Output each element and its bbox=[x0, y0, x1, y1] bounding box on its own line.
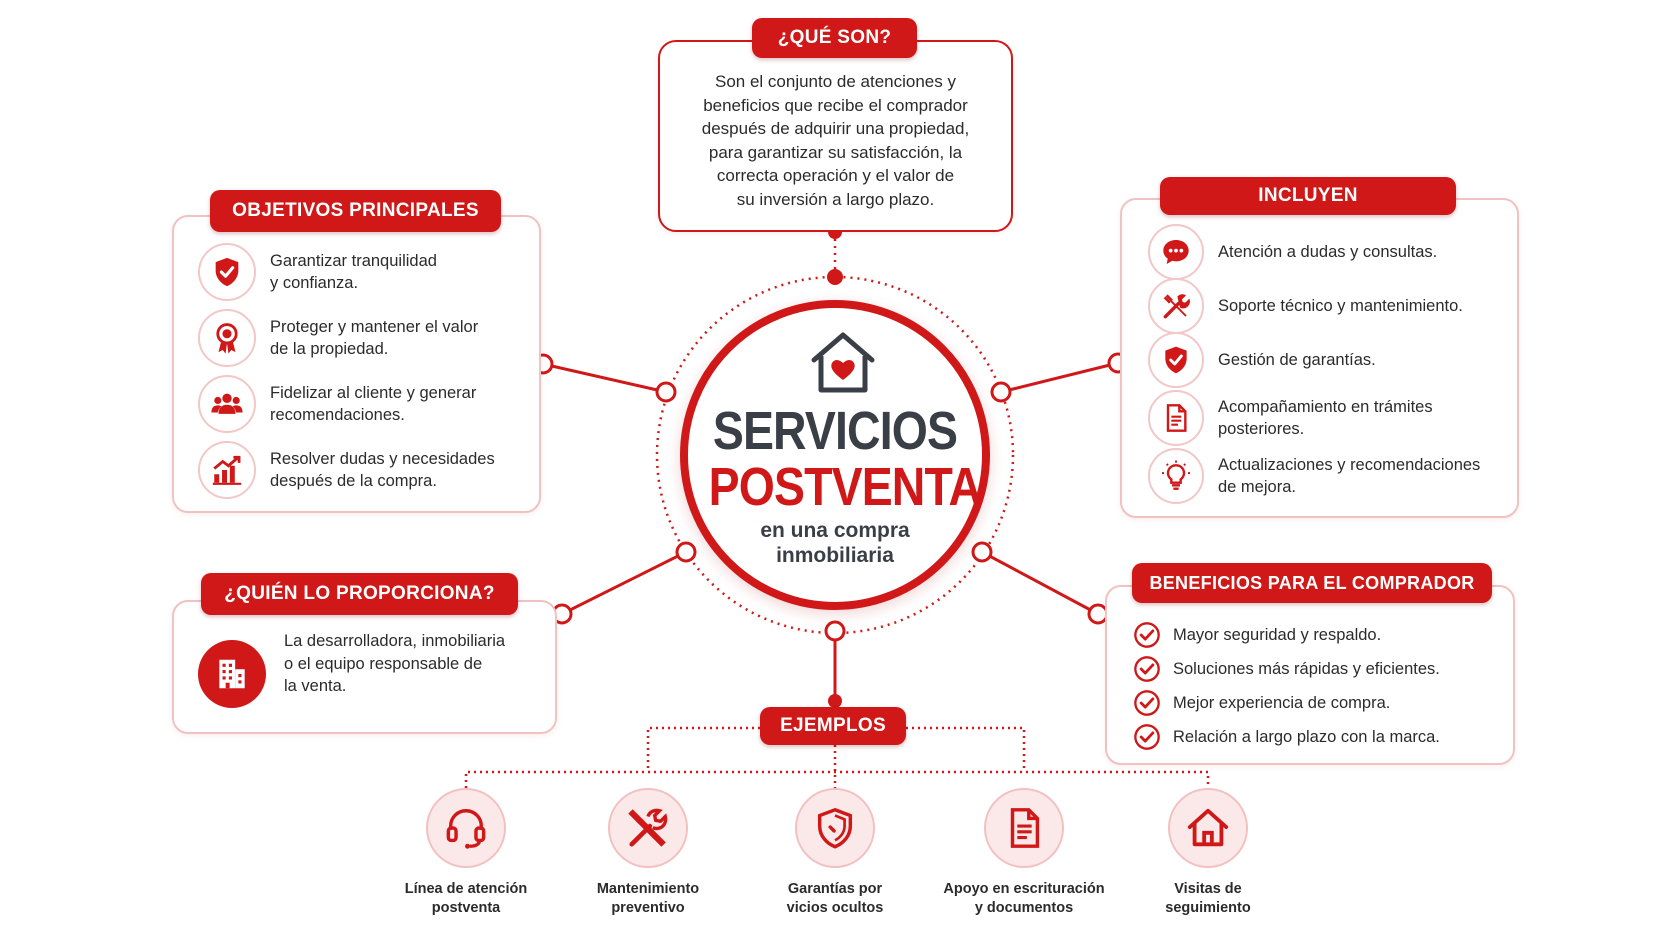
people-group-icon bbox=[198, 375, 256, 433]
que-son-title: ¿QUÉ SON? bbox=[752, 18, 917, 58]
ejemplo-item bbox=[1118, 788, 1298, 918]
center-title-servicios: SERVICIOS bbox=[712, 401, 958, 461]
beneficio-item bbox=[1133, 689, 1390, 717]
connector-right-upper bbox=[1001, 363, 1118, 392]
objetivo-text: recomendaciones. bbox=[270, 406, 405, 424]
que-son-line: beneficios que recibe el comprador bbox=[703, 95, 968, 115]
ejemplo-item bbox=[934, 788, 1114, 918]
headset-icon bbox=[426, 788, 506, 868]
document-icon bbox=[984, 788, 1064, 868]
incluye-item bbox=[1148, 224, 1437, 280]
center-subtitle-line: inmobiliaria bbox=[776, 544, 894, 567]
ejemplo-label: postventa bbox=[431, 900, 501, 916]
chat-bubble-icon bbox=[1148, 224, 1204, 280]
quien-line: La desarrolladora, inmobiliaria bbox=[284, 632, 506, 650]
objetivo-item bbox=[198, 375, 476, 433]
shield-check-icon bbox=[198, 243, 256, 301]
beneficio-item bbox=[1133, 723, 1440, 751]
check-circle-icon bbox=[1133, 621, 1161, 649]
objetivo-text: y confianza. bbox=[270, 274, 359, 292]
objetivos-panel bbox=[172, 215, 541, 513]
growth-chart-icon bbox=[198, 441, 256, 499]
connector-left-upper bbox=[543, 364, 666, 392]
incluyen-title: INCLUYEN bbox=[1160, 177, 1456, 215]
ejemplo-label: Mantenimiento bbox=[596, 881, 700, 897]
objetivo-item bbox=[198, 309, 478, 367]
ejemplo-label: Línea de atención bbox=[404, 881, 528, 897]
lightbulb-icon bbox=[1148, 448, 1204, 504]
que-son-line: después de adquirir una propiedad, bbox=[701, 119, 970, 138]
beneficios-title: BENEFICIOS PARA EL COMPRADOR bbox=[1132, 563, 1492, 603]
objetivo-item bbox=[198, 243, 437, 301]
objetivo-text: Resolver dudas y necesidades bbox=[270, 450, 495, 468]
connector-right-lower bbox=[982, 552, 1098, 614]
quien-title: ¿QUIÉN LO PROPORCIONA? bbox=[201, 573, 518, 615]
center-title-postventa: POSTVENTA bbox=[708, 457, 982, 517]
ejemplo-label: preventivo bbox=[611, 900, 685, 916]
incluyen-panel bbox=[1120, 198, 1519, 518]
building-icon bbox=[198, 640, 266, 708]
incluye-item bbox=[1148, 390, 1433, 446]
node-bottom-2 bbox=[828, 694, 842, 708]
tools-icon bbox=[1148, 278, 1204, 334]
check-circle-icon bbox=[1133, 689, 1161, 717]
ejemplo-label: Garantías por bbox=[787, 881, 883, 897]
que-son-line: Son el conjunto de atenciones y bbox=[714, 72, 956, 91]
house-heart-icon bbox=[808, 330, 878, 394]
wrench-screwdriver-icon bbox=[608, 788, 688, 868]
check-circle-icon bbox=[1133, 723, 1161, 751]
ejemplo-label: Visitas de bbox=[1174, 881, 1242, 897]
ejemplo-label: vicios ocultos bbox=[786, 900, 884, 916]
quien-panel bbox=[172, 600, 557, 734]
beneficio-item bbox=[1133, 655, 1440, 683]
incluye-text: de mejora. bbox=[1218, 478, 1296, 496]
objetivo-text: después de la compra. bbox=[270, 472, 437, 490]
objetivos-title: OBJETIVOS PRINCIPALES bbox=[210, 190, 501, 232]
incluye-item bbox=[1148, 332, 1376, 388]
node-left-upper-inner bbox=[657, 383, 675, 401]
quien-description bbox=[284, 630, 505, 698]
incluye-text: Atención a dudas y consultas. bbox=[1218, 243, 1438, 261]
document-icon bbox=[1148, 390, 1204, 446]
que-son-line: correcta operación y el valor de bbox=[716, 166, 955, 185]
incluye-text: Gestión de garantías. bbox=[1218, 351, 1376, 369]
incluye-text: posteriores. bbox=[1218, 420, 1305, 438]
award-ribbon-icon bbox=[198, 309, 256, 367]
check-circle-icon bbox=[1133, 655, 1161, 683]
quien-line: o el equipo responsable de bbox=[284, 654, 483, 673]
ejemplo-label: seguimiento bbox=[1165, 900, 1251, 916]
que-son-line: su inversión a largo plazo. bbox=[736, 189, 935, 209]
node-top-2 bbox=[827, 269, 843, 285]
objetivo-item bbox=[198, 441, 495, 499]
incluye-text: Acompañamiento en trámites bbox=[1218, 398, 1433, 416]
ejemplos-title: EJEMPLOS bbox=[760, 707, 906, 745]
beneficio-text: Mejor experiencia de compra. bbox=[1173, 693, 1391, 712]
que-son-description bbox=[674, 70, 997, 211]
center-hub bbox=[680, 300, 990, 610]
beneficio-text: Relación a largo plazo con la marca. bbox=[1173, 727, 1440, 746]
ejemplo-item bbox=[745, 788, 925, 918]
shield-icon bbox=[795, 788, 875, 868]
objetivo-text: Fidelizar al cliente y generar bbox=[270, 384, 477, 402]
examples-tree-lower bbox=[466, 745, 1208, 788]
ejemplo-item bbox=[558, 788, 738, 918]
center-subtitle bbox=[688, 518, 982, 568]
objetivo-text: Garantizar tranquilidad bbox=[270, 252, 437, 270]
beneficio-text: Mayor seguridad y respaldo. bbox=[1173, 625, 1382, 644]
que-son-panel bbox=[658, 40, 1013, 232]
center-subtitle-line: en una compra bbox=[760, 519, 910, 542]
ejemplo-label: Apoyo en escrituración bbox=[943, 881, 1105, 897]
node-right-upper-inner bbox=[992, 383, 1010, 401]
incluye-text: Actualizaciones y recomendaciones bbox=[1218, 456, 1481, 474]
node-bottom-1 bbox=[826, 622, 844, 640]
incluye-item bbox=[1148, 278, 1463, 334]
objetivo-text: Proteger y mantener el valor bbox=[270, 318, 479, 336]
connector-left-lower bbox=[562, 552, 686, 614]
incluye-text: Soporte técnico y mantenimiento. bbox=[1218, 297, 1463, 315]
house-icon bbox=[1168, 788, 1248, 868]
shield-check-icon bbox=[1148, 332, 1204, 388]
beneficio-text: Soluciones más rápidas y eficientes. bbox=[1173, 659, 1440, 678]
objetivo-text: de la propiedad. bbox=[270, 340, 389, 358]
incluye-item bbox=[1148, 448, 1480, 504]
ejemplo-label: y documentos bbox=[974, 900, 1074, 916]
quien-line: la venta. bbox=[284, 677, 347, 695]
beneficio-item bbox=[1133, 621, 1381, 649]
que-son-line: para garantizar su satisfacción, la bbox=[708, 142, 963, 162]
beneficios-panel bbox=[1105, 585, 1515, 765]
ejemplo-item bbox=[376, 788, 556, 918]
